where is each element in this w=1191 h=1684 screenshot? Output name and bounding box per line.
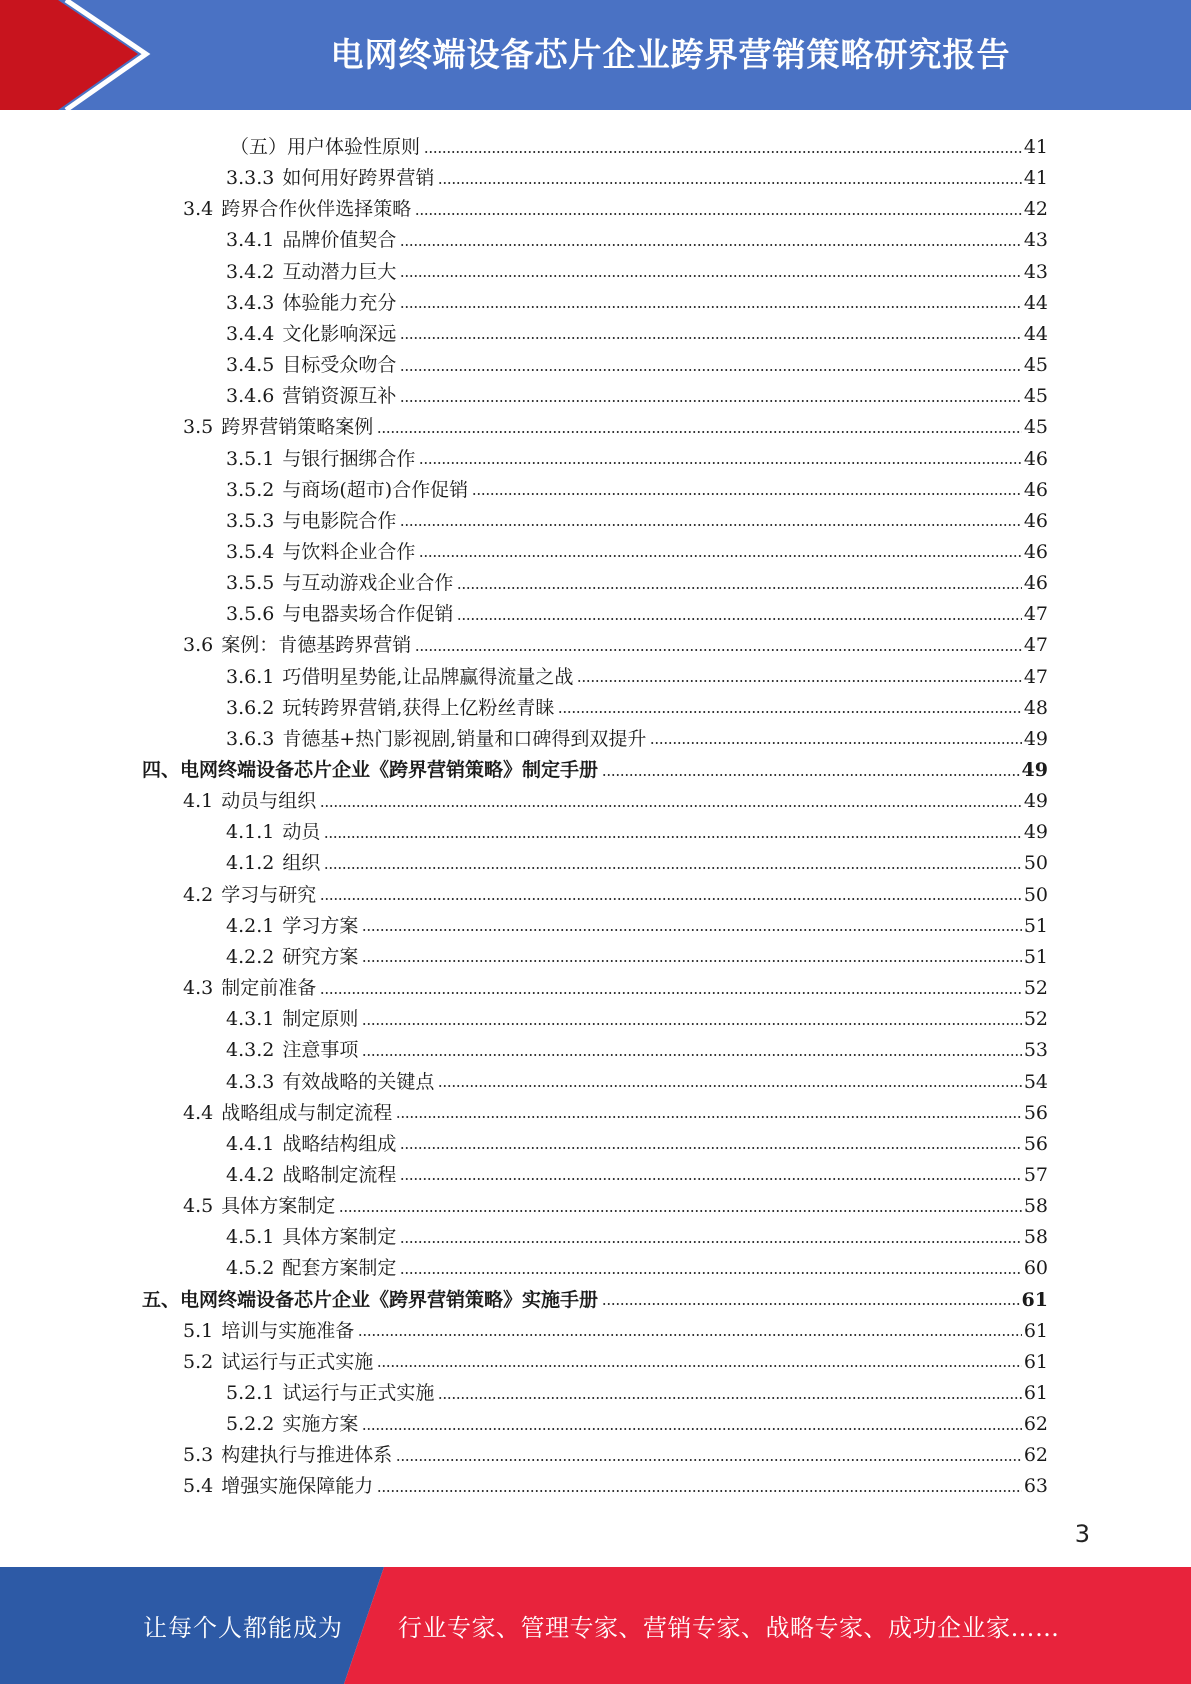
toc-entry[interactable] (226, 907, 1048, 938)
toc-entry-title: 肯德基+热门影视剧,销量和口碑得到双提升 (282, 727, 647, 750)
toc-dot-leader (415, 211, 1022, 216)
toc-entry-page: 49 (1023, 790, 1048, 813)
toc-entry[interactable] (226, 1249, 1048, 1280)
toc-entry-title: 跨界营销策略案例 (221, 416, 374, 439)
toc-dot-leader (400, 523, 1021, 528)
toc-entry-page: 46 (1023, 447, 1048, 470)
toc-entry-page: 53 (1023, 1039, 1048, 1062)
toc-entry-title: 动员与组织 (221, 790, 317, 813)
toc-entry[interactable] (183, 1187, 1048, 1218)
toc-dot-leader (362, 1021, 1021, 1026)
toc-entry-title: 四、电网终端设备芯片企业《跨界营销策略》制定手册 (142, 759, 599, 781)
toc-entry-page: 52 (1023, 977, 1048, 1000)
toc-entry-page: 46 (1023, 478, 1048, 501)
toc-entry-number: 5.4 (183, 1475, 214, 1498)
toc-dot-leader (400, 336, 1021, 341)
toc-entry[interactable] (226, 1031, 1048, 1062)
toc-entry-number: 3.5.3 (226, 509, 275, 532)
toc-entry[interactable] (226, 1063, 1048, 1094)
toc-entry-title: 试运行与正式实施 (282, 1382, 435, 1404)
toc-entry-number: 4.3 (183, 977, 214, 1000)
toc-entry[interactable] (226, 1374, 1048, 1405)
toc-entry-title: 研究方案 (282, 945, 359, 968)
toc-entry-title: 学习方案 (282, 914, 359, 937)
toc-entry-number: 4.3.3 (226, 1070, 275, 1093)
toc-entry[interactable] (226, 720, 1048, 751)
toc-entry[interactable] (183, 626, 1048, 657)
toc-entry[interactable] (226, 253, 1048, 284)
toc-entry-number: 5.2 (183, 1350, 214, 1373)
toc-dot-leader (377, 429, 1022, 434)
toc-entry-page: 51 (1023, 945, 1048, 968)
toc-entry-page: 51 (1023, 914, 1048, 937)
toc-entry[interactable] (226, 471, 1048, 502)
toc-dot-leader (400, 242, 1021, 247)
toc-entry-title: 五、电网终端设备芯片企业《跨界营销策略》实施手册 (142, 1288, 599, 1311)
toc-entry-number: 4.5.2 (226, 1257, 275, 1280)
toc-entry-title: 有效战略的关键点 (282, 1070, 435, 1093)
toc-entry-number: 3.4.6 (226, 385, 275, 408)
page-footer (0, 1567, 1191, 1684)
toc-entry-number: 4.4.1 (226, 1132, 275, 1155)
toc-entry[interactable] (226, 377, 1048, 408)
toc-entry-title: 目标受众吻合 (282, 354, 397, 377)
toc-entry-page: 49 (1023, 821, 1048, 844)
toc-entry-number: 3.4.5 (226, 354, 275, 377)
toc-entry-number: 5.2.2 (226, 1413, 275, 1436)
toc-entry-title: 动员 (282, 821, 321, 844)
toc-entry-number: 4.4.2 (226, 1163, 275, 1186)
toc-entry-page: 58 (1023, 1226, 1048, 1249)
toc-entry[interactable] (226, 1156, 1048, 1187)
toc-entry-title: （五）用户体验性原则 (230, 136, 421, 158)
toc-dot-leader (650, 741, 1021, 746)
toc-entry-title: 与银行捆绑合作 (282, 447, 416, 470)
toc-dot-leader (602, 1302, 1020, 1307)
toc-dot-leader (362, 928, 1021, 933)
toc-entry-number: 5.1 (183, 1319, 214, 1342)
toc-entry[interactable] (226, 1405, 1048, 1436)
toc-dot-leader (419, 554, 1021, 559)
toc-entry-number: 3.6.2 (226, 696, 275, 719)
toc-entry[interactable] (183, 1094, 1048, 1125)
toc-dot-leader (377, 1364, 1022, 1369)
toc-entry-number: 4.2 (183, 883, 214, 906)
toc-entry-page: 48 (1023, 696, 1048, 719)
toc-entry-title: 与电影院合作 (282, 509, 397, 532)
toc-dot-leader (362, 1426, 1021, 1431)
toc-dot-leader (400, 398, 1021, 403)
toc-dot-leader (320, 897, 1022, 902)
toc-entry-page: 45 (1023, 416, 1048, 439)
toc-dot-leader (324, 865, 1021, 870)
toc-entry-title: 品牌价值契合 (282, 229, 397, 252)
toc-entry-number: 3.5 (183, 416, 214, 439)
toc-entry-page: 62 (1023, 1444, 1048, 1467)
page-header (0, 0, 1191, 110)
footer-slogan: 让每个人都能成为 (143, 1614, 343, 1642)
document-title: 电网终端设备芯片企业跨界营销策略研究报告 (330, 34, 1011, 74)
toc-entry[interactable] (226, 440, 1048, 471)
toc-dot-leader (400, 274, 1021, 279)
toc-entry-page: 56 (1023, 1101, 1048, 1124)
toc-entry-page: 47 (1023, 634, 1048, 657)
toc-entry-number: 3.6.1 (226, 665, 275, 688)
toc-entry-number: 4.1.2 (226, 852, 275, 875)
toc-entry-page: 57 (1023, 1163, 1048, 1186)
toc-entry-number: 4.2.1 (226, 914, 275, 937)
toc-entry-title: 具体方案制定 (221, 1195, 336, 1218)
toc-entry-page: 49 (1021, 759, 1048, 781)
toc-entry-page: 46 (1023, 509, 1048, 532)
toc-entry-page: 58 (1023, 1195, 1048, 1218)
toc-entry-title: 营销资源互补 (282, 385, 397, 408)
toc-entry-number: 3.4.4 (226, 322, 275, 345)
page-number: 3 (1074, 1520, 1090, 1548)
toc-dot-leader (400, 1239, 1021, 1244)
toc-entry[interactable] (183, 408, 1048, 439)
toc-entry-page: 43 (1023, 260, 1048, 283)
toc-dot-leader (400, 1177, 1021, 1182)
toc-entry[interactable] (183, 190, 1048, 221)
toc-entry-page: 50 (1023, 883, 1048, 906)
toc-dot-leader (400, 1146, 1021, 1151)
toc-entry-title: 实施方案 (282, 1413, 359, 1436)
toc-entry[interactable] (226, 938, 1048, 969)
toc-entry-title: 战略制定流程 (282, 1163, 397, 1186)
toc-entry-title: 具体方案制定 (282, 1226, 397, 1249)
toc-entry-page: 44 (1023, 322, 1048, 345)
toc-entry[interactable] (183, 876, 1048, 907)
toc-entry-page: 52 (1023, 1008, 1048, 1031)
toc-entry-page: 61 (1023, 1382, 1048, 1404)
toc-entry-page: 54 (1023, 1070, 1048, 1093)
toc-entry-title: 与商场(超市)合作促销 (282, 478, 469, 501)
toc-entry-page: 61 (1021, 1288, 1048, 1311)
toc-entry-page: 44 (1023, 291, 1048, 314)
toc-entry-number: 3.6 (183, 634, 214, 657)
toc-entry[interactable] (183, 1312, 1048, 1343)
toc-entry[interactable] (226, 595, 1048, 626)
toc-entry-page: 50 (1023, 852, 1048, 875)
toc-entry[interactable] (226, 284, 1048, 315)
toc-entry-number: 4.3.1 (226, 1008, 275, 1031)
toc-entry-title: 与饮料企业合作 (282, 540, 416, 563)
toc-entry[interactable] (226, 1125, 1048, 1156)
toc-entry-number: 4.3.2 (226, 1039, 275, 1062)
toc-entry[interactable] (226, 1218, 1048, 1249)
header-chevron-icon (0, 0, 180, 110)
toc-entry-title: 与互动游戏企业合作 (282, 572, 454, 595)
toc-entry-title: 培训与实施准备 (221, 1319, 355, 1342)
toc-entry-title: 学习与研究 (221, 883, 317, 906)
toc-entry-number: 3.5.2 (226, 478, 275, 501)
toc-entry-title: 与电器卖场合作促销 (282, 603, 454, 626)
toc-entry-title: 制定原则 (282, 1008, 359, 1031)
toc-entry-number: 5.3 (183, 1444, 214, 1467)
toc-dot-leader (457, 585, 1021, 590)
toc-entry-page: 41 (1023, 136, 1048, 158)
toc-entry-number: 3.6.3 (226, 727, 275, 750)
toc-entry[interactable] (226, 315, 1048, 346)
toc-dot-leader (577, 679, 1021, 684)
toc-entry-page: 61 (1023, 1319, 1048, 1342)
toc-entry-page: 46 (1023, 540, 1048, 563)
toc-entry-page: 41 (1023, 167, 1048, 190)
toc-entry-number: 3.4 (183, 198, 214, 221)
toc-entry-title: 文化影响深远 (282, 322, 397, 345)
toc-entry-page: 47 (1023, 603, 1048, 626)
toc-entry-page: 42 (1023, 198, 1048, 221)
toc-entry-number: 4.1.1 (226, 821, 275, 844)
toc-dot-leader (438, 180, 1021, 185)
toc-entry-page: 56 (1023, 1132, 1048, 1155)
toc-entry[interactable] (183, 1467, 1048, 1498)
toc-dot-leader (400, 305, 1021, 310)
toc-dot-leader (358, 1333, 1022, 1338)
toc-entry[interactable] (226, 564, 1048, 595)
toc-entry-page: 43 (1023, 229, 1048, 252)
toc-dot-leader (362, 1052, 1021, 1057)
toc-entry[interactable] (226, 658, 1048, 689)
toc-entry-title: 增强实施保障能力 (221, 1475, 374, 1498)
toc-dot-leader (457, 616, 1021, 621)
toc-entry-number: 3.5.1 (226, 447, 275, 470)
toc-entry[interactable] (230, 128, 1048, 159)
toc-entry-number: 4.1 (183, 790, 214, 813)
toc-dot-leader (377, 1488, 1022, 1493)
toc-entry-title: 巧借明星势能,让品牌赢得流量之战 (282, 665, 574, 688)
toc-dot-leader (362, 959, 1021, 964)
toc-entry[interactable] (142, 751, 1048, 782)
toc-entry[interactable] (226, 533, 1048, 564)
toc-entry[interactable] (226, 159, 1048, 190)
toc-entry-title: 战略结构组成 (282, 1132, 397, 1155)
toc-dot-leader (472, 492, 1022, 497)
toc-entry-page: 45 (1023, 354, 1048, 377)
toc-entry-number: 3.5.5 (226, 572, 275, 595)
toc-entry-title: 体验能力充分 (282, 291, 397, 314)
toc-dot-leader (602, 772, 1020, 777)
footer-roles: 行业专家、管理专家、营销专家、战略专家、成功企业家…… (398, 1614, 1060, 1642)
toc-entry[interactable] (226, 1000, 1048, 1031)
toc-entry-number: 4.5 (183, 1195, 214, 1218)
toc-entry-number: 3.4.1 (226, 229, 275, 252)
toc-dot-leader (415, 647, 1022, 652)
toc-entry-page: 46 (1023, 572, 1048, 595)
toc-dot-leader (320, 990, 1022, 995)
toc-entry[interactable] (226, 813, 1048, 844)
toc-entry-number: 3.4.2 (226, 260, 275, 283)
toc-dot-leader (324, 834, 1021, 839)
toc-entry-title: 如何用好跨界营销 (282, 167, 435, 190)
toc-dot-leader (424, 149, 1022, 154)
toc-entry[interactable] (183, 782, 1048, 813)
toc-entry-title: 注意事项 (282, 1039, 359, 1062)
toc-entry-page: 49 (1023, 727, 1048, 750)
toc-entry[interactable] (226, 221, 1048, 252)
toc-dot-leader (400, 367, 1021, 372)
toc-entry[interactable] (226, 844, 1048, 875)
toc-entry-title: 试运行与正式实施 (221, 1350, 374, 1373)
toc-entry-page: 62 (1023, 1413, 1048, 1436)
toc-entry-title: 跨界合作伙伴选择策略 (221, 198, 412, 221)
toc-entry-number: 4.5.1 (226, 1226, 275, 1249)
toc-entry-page: 60 (1023, 1257, 1048, 1280)
toc-entry[interactable] (226, 502, 1048, 533)
toc-entry-number: 4.2.2 (226, 945, 275, 968)
toc-entry-title: 玩转跨界营销,获得上亿粉丝青睐 (282, 696, 555, 719)
toc-entry[interactable] (183, 1436, 1048, 1467)
toc-dot-leader (438, 1084, 1021, 1089)
toc-entry-title: 案例：肯德基跨界营销 (221, 634, 412, 657)
toc-entry[interactable] (142, 1281, 1048, 1312)
toc-entry[interactable] (226, 346, 1048, 377)
toc-entry-number: 3.4.3 (226, 291, 275, 314)
toc-entry-number: 3.5.4 (226, 540, 275, 563)
toc-entry-title: 互动潜力巨大 (282, 260, 397, 283)
toc-entry[interactable] (183, 1343, 1048, 1374)
toc-dot-leader (396, 1115, 1022, 1120)
toc-dot-leader (438, 1395, 1021, 1400)
toc-entry-title: 战略组成与制定流程 (221, 1101, 393, 1124)
toc-entry-title: 配套方案制定 (282, 1257, 397, 1280)
toc-entry-page: 63 (1023, 1475, 1048, 1498)
toc-dot-leader (558, 710, 1021, 715)
toc-entry-number: 5.2.1 (226, 1382, 275, 1404)
toc-entry-title: 构建执行与推进体系 (221, 1444, 393, 1467)
toc-entry-title: 组织 (282, 852, 321, 875)
toc-dot-leader (419, 461, 1021, 466)
toc-entry-page: 47 (1023, 665, 1048, 688)
toc-entry-page: 61 (1023, 1350, 1048, 1373)
toc-entry-number: 4.4 (183, 1101, 214, 1124)
toc-entry-number: 3.5.6 (226, 603, 275, 626)
toc-entry-title: 制定前准备 (221, 977, 317, 1000)
toc-entry[interactable] (226, 689, 1048, 720)
toc-entry-number: 3.3.3 (226, 167, 275, 190)
toc-dot-leader (320, 803, 1022, 808)
toc-dot-leader (339, 1208, 1022, 1213)
toc-entry-page: 45 (1023, 385, 1048, 408)
toc-dot-leader (400, 1270, 1021, 1275)
toc-entry[interactable] (183, 969, 1048, 1000)
toc-dot-leader (396, 1457, 1022, 1462)
